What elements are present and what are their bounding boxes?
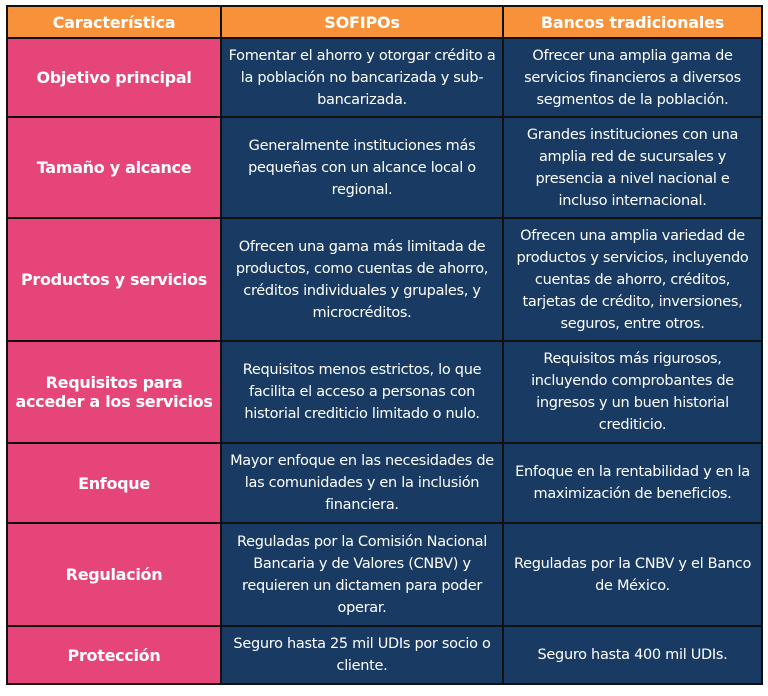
header-sofipos: SOFIPOs — [221, 6, 503, 38]
bancos-cell: Ofrecer una amplia gama de servicios financieros a diversos segmentos de la población. — [503, 38, 762, 117]
sofipos-cell: Reguladas por la Comisión Nacional Bancaria y de Valores (CNBV) y requieren un dictamen para poder operar. — [221, 523, 503, 626]
bancos-cell: Ofrecen una amplia variedad de productos y servicios, incluyendo cuentas de ahorro, créditos, tarjetas de crédito, inversiones, seguros, entre otros. — [503, 218, 762, 341]
header-caracteristica: Característica — [7, 6, 221, 38]
sofipos-cell: Requisitos menos estrictos, lo que facilita el acceso a personas con historial crediticio limitado o nulo. — [221, 341, 503, 443]
sofipos-cell: Ofrecen una gama más limitada de productos, como cuentas de ahorro, créditos individuales y grupales, y microcréditos. — [221, 218, 503, 341]
comparison-table — [6, 5, 763, 685]
table-body — [7, 38, 762, 684]
row-label: Objetivo principal — [7, 38, 221, 117]
table-row — [7, 38, 762, 117]
table-row — [7, 218, 762, 341]
row-label: Requisitos para acceder a los servicios — [7, 341, 221, 443]
row-label: Protección — [7, 626, 221, 684]
table-row — [7, 341, 762, 443]
row-label: Enfoque — [7, 443, 221, 523]
table-row — [7, 523, 762, 626]
header-bancos: Bancos tradicionales — [503, 6, 762, 38]
bancos-cell: Requisitos más rigurosos, incluyendo comprobantes de ingresos y un buen historial crediticio. — [503, 341, 762, 443]
row-label: Productos y servicios — [7, 218, 221, 341]
header-row — [7, 6, 762, 38]
sofipos-cell: Generalmente instituciones más pequeñas con un alcance local o regional. — [221, 117, 503, 218]
table-row — [7, 626, 762, 684]
sofipos-cell: Seguro hasta 25 mil UDIs por socio o cliente. — [221, 626, 503, 684]
bancos-cell: Grandes instituciones con una amplia red de sucursales y presencia a nivel nacional e incluso internacional. — [503, 117, 762, 218]
bancos-cell: Reguladas por la CNBV y el Banco de México. — [503, 523, 762, 626]
table-row — [7, 117, 762, 218]
bancos-cell: Seguro hasta 400 mil UDIs. — [503, 626, 762, 684]
table-header — [7, 6, 762, 38]
row-label: Tamaño y alcance — [7, 117, 221, 218]
sofipos-cell: Mayor enfoque en las necesidades de las comunidades y en la inclusión financiera. — [221, 443, 503, 523]
bancos-cell: Enfoque en la rentabilidad y en la maximización de beneficios. — [503, 443, 762, 523]
sofipos-cell: Fomentar el ahorro y otorgar crédito a la población no bancarizada y sub-bancarizada. — [221, 38, 503, 117]
table-row — [7, 443, 762, 523]
row-label: Regulación — [7, 523, 221, 626]
